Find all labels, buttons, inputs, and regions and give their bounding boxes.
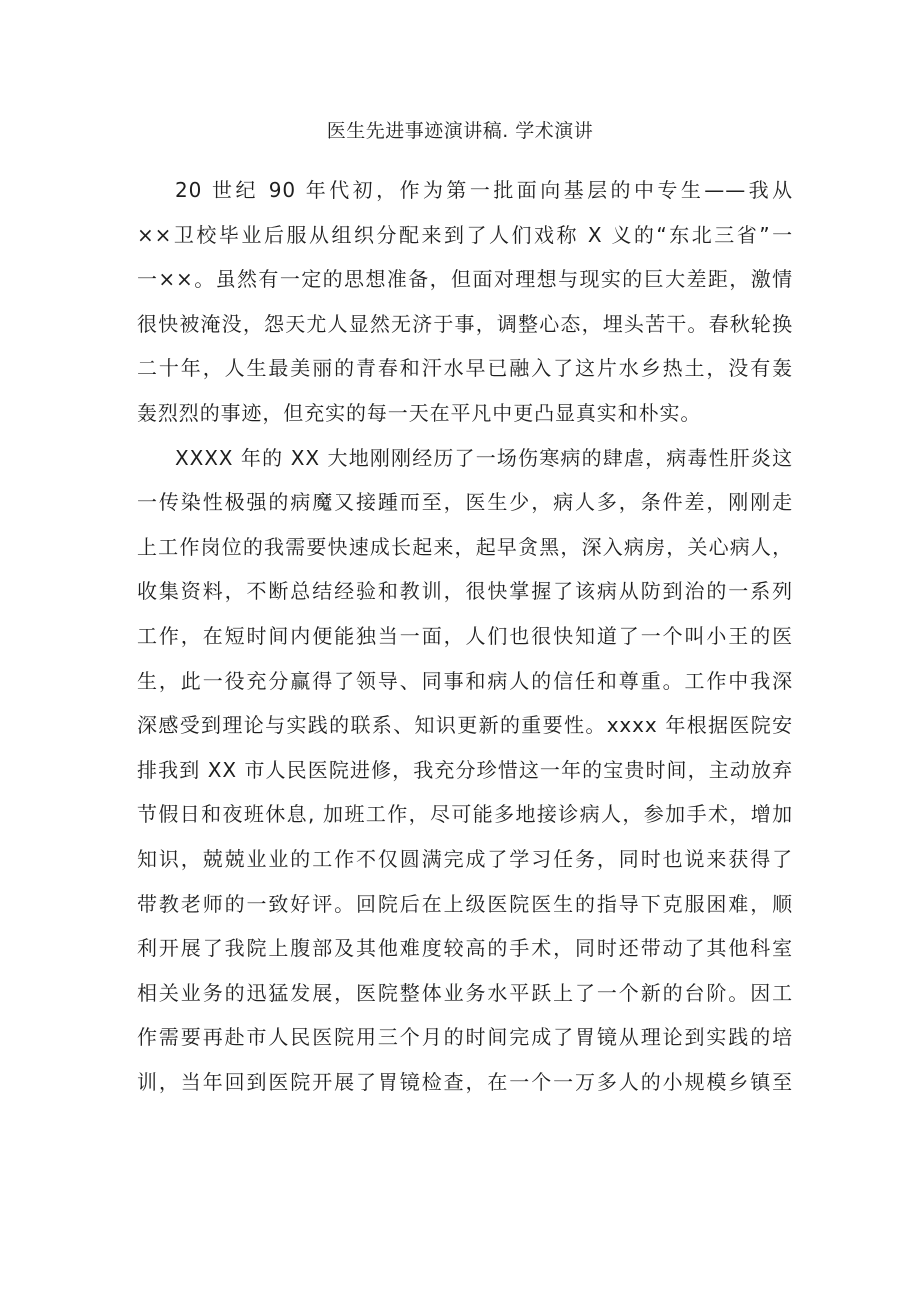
paragraph-line: 20 世纪 90 年代初，作为第一批面向基层的中专生——我从	[175, 178, 793, 202]
paragraph-line: 训，当年回到医院开展了胃镜检查，在一个一万多人的小规模乡镇至	[137, 1069, 793, 1094]
paragraph-line: 生，此一役充分赢得了领导、同事和病人的信任和尊重。工作中我深	[137, 668, 793, 693]
paragraph-line: 排我到 XX 市人民医院进修，我充分珍惜这一年的宝贵时间，主动放弃	[137, 757, 793, 782]
paragraph-line: ××卫校毕业后服从组织分配来到了人们戏称 X 义的“东北三省”一	[137, 222, 793, 247]
paragraph-line: 深感受到理论与实践的联系、知识更新的重要性。xxxx 年根据医院安	[137, 713, 793, 738]
document-title: 医生先进事迹演讲稿. 学术演讲	[326, 120, 594, 142]
paragraph-line: 知识，兢兢业业的工作不仅圆满完成了学习任务，同时也说来获得了	[137, 846, 793, 871]
paragraph-1	[137, 168, 793, 436]
paragraph-line: 节假日和夜班休息, 加班工作，尽可能多地接诊病人，参加手术，增加	[137, 802, 793, 827]
paragraph-line: 带教老师的一致好评。回院后在上级医院医生的指导下克服困难，顺	[137, 891, 793, 916]
paragraph-line: 作需要再赴市人民医院用三个月的时间完成了胃镜从理论到实践的培	[137, 1025, 793, 1050]
paragraph-line: 轰烈烈的事迹，但充实的每一天在平凡中更凸显真实和朴实。	[137, 400, 702, 425]
paragraph-line: 一传染性极强的病魔又接踵而至，医生少，病人多，条件差，刚刚走	[137, 490, 793, 515]
document-body	[137, 168, 793, 1104]
paragraph-line: 收集资料，不断总结经验和教训，很快掌握了该病从防到治的一系列	[137, 579, 793, 604]
paragraph-line: 相关业务的迅猛发展，医院整体业务水平跃上了一个新的台阶。因工	[137, 980, 793, 1005]
paragraph-line: 利开展了我院上腹部及其他难度较高的手术，同时还带动了其他科室	[137, 936, 793, 961]
paragraph-line: 工作，在短时间内便能独当一面，人们也很快知道了一个叫小王的医	[137, 623, 793, 648]
paragraph-line: 二十年，人生最美丽的青春和汗水早已融入了这片水乡热土，没有轰	[137, 356, 793, 381]
paragraph-line: 上工作岗位的我需要快速成长起来，起早贪黑，深入病房，关心病人，	[137, 534, 793, 559]
paragraph-line: 一××。虽然有一定的思想准备，但面对理想与现实的巨大差距，激情	[137, 267, 793, 292]
paragraph-2	[137, 436, 793, 1105]
paragraph-line: 很快被淹没，怨天尤人显然无济于事，调整心态，埋头苦干。春秋轮换	[137, 311, 793, 336]
paragraph-line: XXXX 年的 XX 大地刚刚经历了一场伤寒病的肆虐，病毒性肝炎这	[175, 445, 793, 470]
